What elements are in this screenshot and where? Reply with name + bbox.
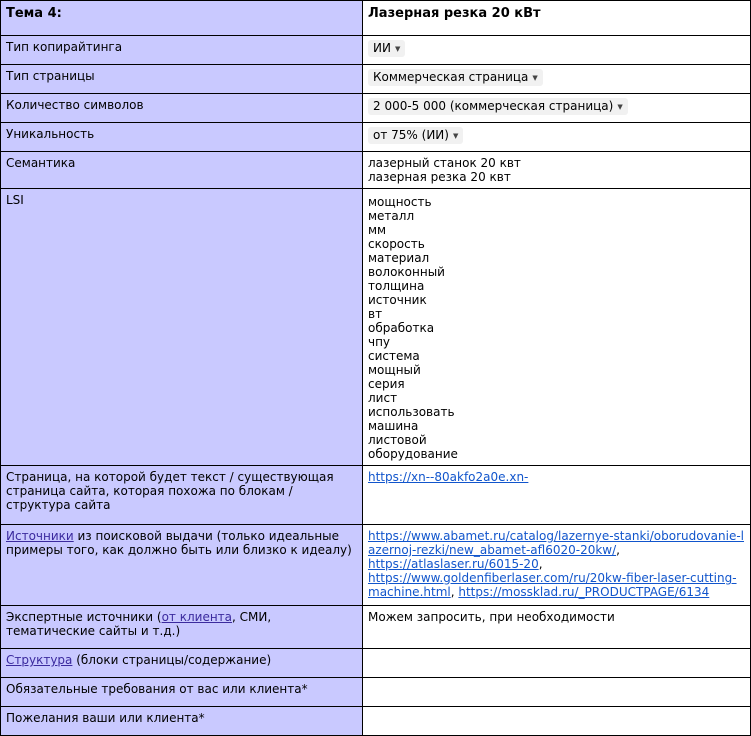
row-sources	[1, 525, 751, 606]
row-structure	[1, 649, 751, 678]
row-copy-type	[1, 36, 751, 65]
expert-label	[1, 606, 363, 649]
page-type-value: Коммерческая страница	[373, 70, 529, 84]
row-expert	[1, 606, 751, 649]
separator: ,	[538, 557, 543, 571]
copy-type-label: Тип копирайтинга	[1, 36, 363, 65]
separator: ,	[616, 543, 620, 557]
row-wishes	[1, 707, 751, 736]
lsi-label: LSI	[1, 189, 363, 466]
lsi-word: мощный	[368, 363, 421, 377]
from-client-link[interactable]: от клиента	[161, 610, 233, 624]
copy-type-value: ИИ	[373, 41, 391, 55]
requirements-label: Обязательные требования от вас или клиента*	[1, 678, 363, 707]
lsi-word: мощность	[368, 195, 432, 209]
lsi-word: материал	[368, 251, 430, 265]
separator: ,	[450, 585, 455, 599]
target-page-link[interactable]: https://xn--80akfo2a0e.xn-	[368, 470, 529, 484]
expert-label-post: , СМИ, тематические сайты и т.д.)	[6, 610, 272, 638]
char-count-dropdown[interactable]	[368, 98, 628, 115]
chevron-down-icon: ▼	[532, 73, 538, 82]
requirements-value[interactable]	[363, 678, 751, 707]
chevron-down-icon: ▼	[617, 102, 623, 111]
structure-link[interactable]: Структура	[6, 653, 73, 667]
lsi-word: толщина	[368, 279, 425, 293]
semantics-keyword: лазерный станок 20 квт	[368, 156, 521, 170]
lsi-word: использовать	[368, 405, 455, 419]
row-target-page	[1, 466, 751, 525]
page-type-label: Тип страницы	[1, 65, 363, 94]
lsi-word: оборудование	[368, 447, 458, 461]
chevron-down-icon: ▼	[394, 44, 401, 53]
source-link-abamet[interactable]: https://www.abamet.ru/catalog/lazernye-stanki/oborudovanie-lazernoj-rezki/new_abamet-afl6020-20kw/	[368, 529, 745, 557]
lsi-word: металл	[368, 209, 415, 223]
wishes-value[interactable]	[363, 707, 751, 736]
semantics-label: Семантика	[1, 152, 363, 189]
source-link-atlaslaser[interactable]: https://atlaslaser.ru/6015-20	[368, 557, 539, 571]
lsi-word: чпу	[368, 335, 391, 349]
row-semantics	[1, 152, 751, 189]
uniqueness-dropdown[interactable]	[368, 127, 463, 144]
copy-type-dropdown[interactable]	[368, 40, 405, 57]
sources-link[interactable]: Источники	[6, 529, 74, 543]
wishes-label: Пожелания ваши или клиента*	[1, 707, 363, 736]
lsi-word: система	[368, 349, 420, 363]
lsi-values	[363, 189, 751, 466]
uniqueness-label: Уникальность	[1, 123, 363, 152]
source-link-goldenfiberlaser[interactable]: https://www.goldenfiberlaser.com/ru/20kw-fiber-laser-cutting-machine.html	[368, 571, 737, 599]
lsi-word: обработка	[368, 321, 435, 335]
lsi-word: серия	[368, 377, 405, 391]
uniqueness-value: от 75% (ИИ)	[373, 128, 449, 142]
sources-links	[363, 525, 751, 606]
sources-label	[1, 525, 363, 606]
row-lsi	[1, 189, 751, 466]
expert-value: Можем запросить, при необходимости	[363, 606, 751, 649]
row-requirements	[1, 678, 751, 707]
expert-label-pre: Экспертные источники (	[6, 610, 162, 624]
structure-label	[1, 649, 363, 678]
header-row	[1, 1, 751, 36]
lsi-word: волоконный	[368, 265, 445, 279]
target-page-label: Страница, на которой будет текст / существующая страница сайта, которая похожа по блокам / структура сайта	[1, 466, 363, 525]
source-link-mossklad[interactable]: https://mossklad.ru/_PRODUCTPAGE/6134	[458, 585, 710, 599]
structure-value[interactable]	[363, 649, 751, 678]
char-count-label: Количество символов	[1, 94, 363, 123]
lsi-word: лист	[368, 391, 398, 405]
row-page-type	[1, 65, 751, 94]
topic-label: Тема 4:	[1, 1, 363, 36]
topic-title: Лазерная резка 20 кВт	[363, 1, 751, 36]
row-char-count	[1, 94, 751, 123]
lsi-word: скорость	[368, 237, 425, 251]
page-type-dropdown[interactable]	[368, 69, 543, 86]
lsi-word: мм	[368, 223, 387, 237]
lsi-word: машина	[368, 419, 419, 433]
char-count-value: 2 000-5 000 (коммерческая страница)	[373, 99, 614, 113]
structure-label-text: (блоки страницы/содержание)	[72, 653, 272, 667]
sources-label-text: из поисковой выдачи (только идеальные примеры того, как должно быть или близко к идеалу)	[6, 529, 352, 557]
lsi-word: вт	[368, 307, 383, 321]
lsi-word: источник	[368, 293, 427, 307]
row-uniqueness	[1, 123, 751, 152]
semantics-values	[363, 152, 751, 189]
lsi-word: листовой	[368, 433, 427, 447]
semantics-keyword: лазерная резка 20 квт	[368, 170, 511, 184]
chevron-down-icon: ▼	[452, 131, 459, 140]
